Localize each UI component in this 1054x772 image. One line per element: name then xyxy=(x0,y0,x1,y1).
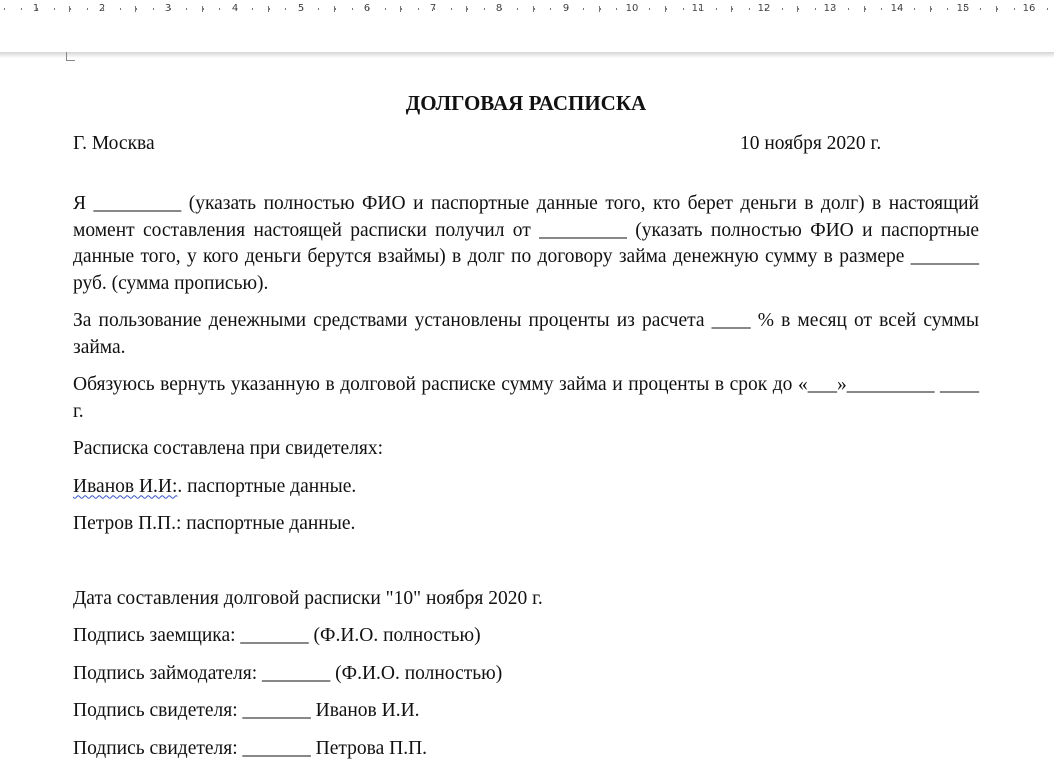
ruler-tick xyxy=(219,8,220,10)
date-text: 10 ноября 2020 г. xyxy=(740,133,882,154)
paragraph-loan: Я _________ (указать полностью ФИО и паспортные данные того, кто берет деньги в долг) в настоящий момент составления настоящей расписки получил от _________ (указать полностью ФИО и паспортные данные того, у кого деньги берутся взаймы) в долг по договору займа денежную сумму в размере _______ руб. (сумма прописью). xyxy=(73,193,979,294)
ruler-number: 16 xyxy=(1022,3,1036,14)
ruler-tick xyxy=(517,8,518,10)
page-top-edge xyxy=(0,52,1054,58)
ruler-tick xyxy=(881,8,882,10)
ruler-tick xyxy=(451,8,452,10)
ruler-number: 14 xyxy=(890,3,904,14)
ruler-half-tick xyxy=(533,6,534,12)
ruler-tick xyxy=(1014,8,1015,10)
ruler-number: 5 xyxy=(297,3,305,14)
ruler-tick xyxy=(848,8,849,10)
sign-borrower-line: Подпись заемщика: _______ (Ф.И.О. полностью) xyxy=(73,625,481,646)
ruler-number: 2 xyxy=(98,3,106,14)
ruler-tick xyxy=(550,8,551,10)
ruler-tick xyxy=(87,8,88,10)
ruler-half-tick xyxy=(930,6,931,12)
ruler-half-tick xyxy=(797,6,798,12)
ruler-tick xyxy=(285,8,286,10)
ruler-tick xyxy=(21,8,22,10)
ruler-half-tick xyxy=(731,6,732,12)
ruler-tick xyxy=(583,8,584,10)
city-date-row xyxy=(73,130,979,158)
ruler-number: 10 xyxy=(625,3,639,14)
ruler-half-tick xyxy=(69,6,70,12)
ruler-tick xyxy=(54,8,55,10)
document-body[interactable] xyxy=(73,86,979,762)
ruler-tick xyxy=(534,8,535,10)
ruler-half-tick xyxy=(864,6,865,12)
witness-1-line xyxy=(73,474,979,501)
ruler-half-tick xyxy=(268,6,269,12)
ruler-tick xyxy=(997,8,998,10)
ruler-tick xyxy=(600,8,601,10)
ruler-tick xyxy=(798,8,799,10)
ruler-tick xyxy=(683,8,684,10)
ruler-tick xyxy=(649,8,650,10)
ruler-half-tick xyxy=(599,6,600,12)
ruler-tick xyxy=(153,8,154,10)
ruler-tick xyxy=(335,8,336,10)
ruler-tick xyxy=(484,8,485,10)
ruler-tick xyxy=(467,8,468,10)
ruler-tick xyxy=(186,8,187,10)
ruler-tick xyxy=(352,8,353,10)
city-text: Г. Москва xyxy=(73,133,155,154)
ruler-tick xyxy=(865,8,866,10)
ruler-number: 11 xyxy=(691,3,705,14)
ruler-tick xyxy=(716,8,717,10)
ruler-half-tick xyxy=(135,6,136,12)
ruler-tick xyxy=(666,8,667,10)
paragraph-interest: За пользование денежными средствами установлены проценты из расчета ____ % в месяц от всей суммы займа. xyxy=(73,310,979,358)
witness-1-rest: . паспортные данные. xyxy=(177,475,357,497)
document-title: ДОЛГОВАЯ РАСПИСКА xyxy=(405,91,647,115)
ruler-tick xyxy=(252,8,253,10)
ruler-tick xyxy=(269,8,270,10)
paragraph-return: Обязуюсь вернуть указанную в долговой расписке сумму займа и проценты в срок до «___»_________ ____ г. xyxy=(73,374,979,422)
ruler-tick xyxy=(4,8,5,10)
witness-2-line: Петров П.П.: паспортные данные. xyxy=(73,513,356,534)
ruler-half-tick xyxy=(996,6,997,12)
date-line: Дата составления долговой расписки "10" ноября 2020 г. xyxy=(73,587,543,609)
ruler-tick xyxy=(136,8,137,10)
ruler-number: 1 xyxy=(32,3,40,14)
witnesses-intro: Расписка составлена при свидетелях: xyxy=(73,438,384,459)
ruler-tick xyxy=(782,8,783,10)
sign-witness-1-line: Подпись свидетеля: _______ Иванов И.И. xyxy=(73,700,420,721)
ruler-tick xyxy=(815,8,816,10)
ruler-number: 8 xyxy=(495,3,503,14)
ruler-half-tick xyxy=(400,6,401,12)
horizontal-ruler[interactable] xyxy=(0,0,1054,18)
ruler-tick xyxy=(947,8,948,10)
ruler-number: 12 xyxy=(757,3,771,14)
ruler-half-tick xyxy=(334,6,335,12)
ruler-tick xyxy=(732,8,733,10)
ruler-tick xyxy=(70,8,71,10)
ruler-tick xyxy=(385,8,386,10)
ruler-number: 3 xyxy=(164,3,172,14)
ruler-tick xyxy=(616,8,617,10)
ruler-tick xyxy=(1047,8,1048,10)
ruler-tick xyxy=(980,8,981,10)
sign-witness-2-line: Подпись свидетеля: _______ Петрова П.П. xyxy=(73,737,428,759)
margin-corner-mark xyxy=(66,52,75,61)
ruler-half-tick xyxy=(202,6,203,12)
ruler-number: 4 xyxy=(231,3,239,14)
ruler-half-tick xyxy=(665,6,666,12)
spellcheck-underline[interactable]: Иванов И.И: xyxy=(73,475,178,497)
ruler-number: 9 xyxy=(562,3,570,14)
ruler-tick xyxy=(120,8,121,10)
ruler-number: 7 xyxy=(429,3,437,14)
ruler-number: 15 xyxy=(956,3,970,14)
ruler-tick xyxy=(418,8,419,10)
ruler-tick xyxy=(203,8,204,10)
ruler-tick xyxy=(931,8,932,10)
ruler-tick xyxy=(914,8,915,10)
ruler-half-tick xyxy=(466,6,467,12)
page-gap xyxy=(0,18,1054,54)
ruler-tick xyxy=(401,8,402,10)
ruler-number: 13 xyxy=(823,3,837,14)
sign-lender-line: Подпись займодателя: _______ (Ф.И.О. полностью) xyxy=(73,662,503,684)
ruler-number: 6 xyxy=(363,3,371,14)
ruler-tick xyxy=(318,8,319,10)
ruler-tick xyxy=(749,8,750,10)
